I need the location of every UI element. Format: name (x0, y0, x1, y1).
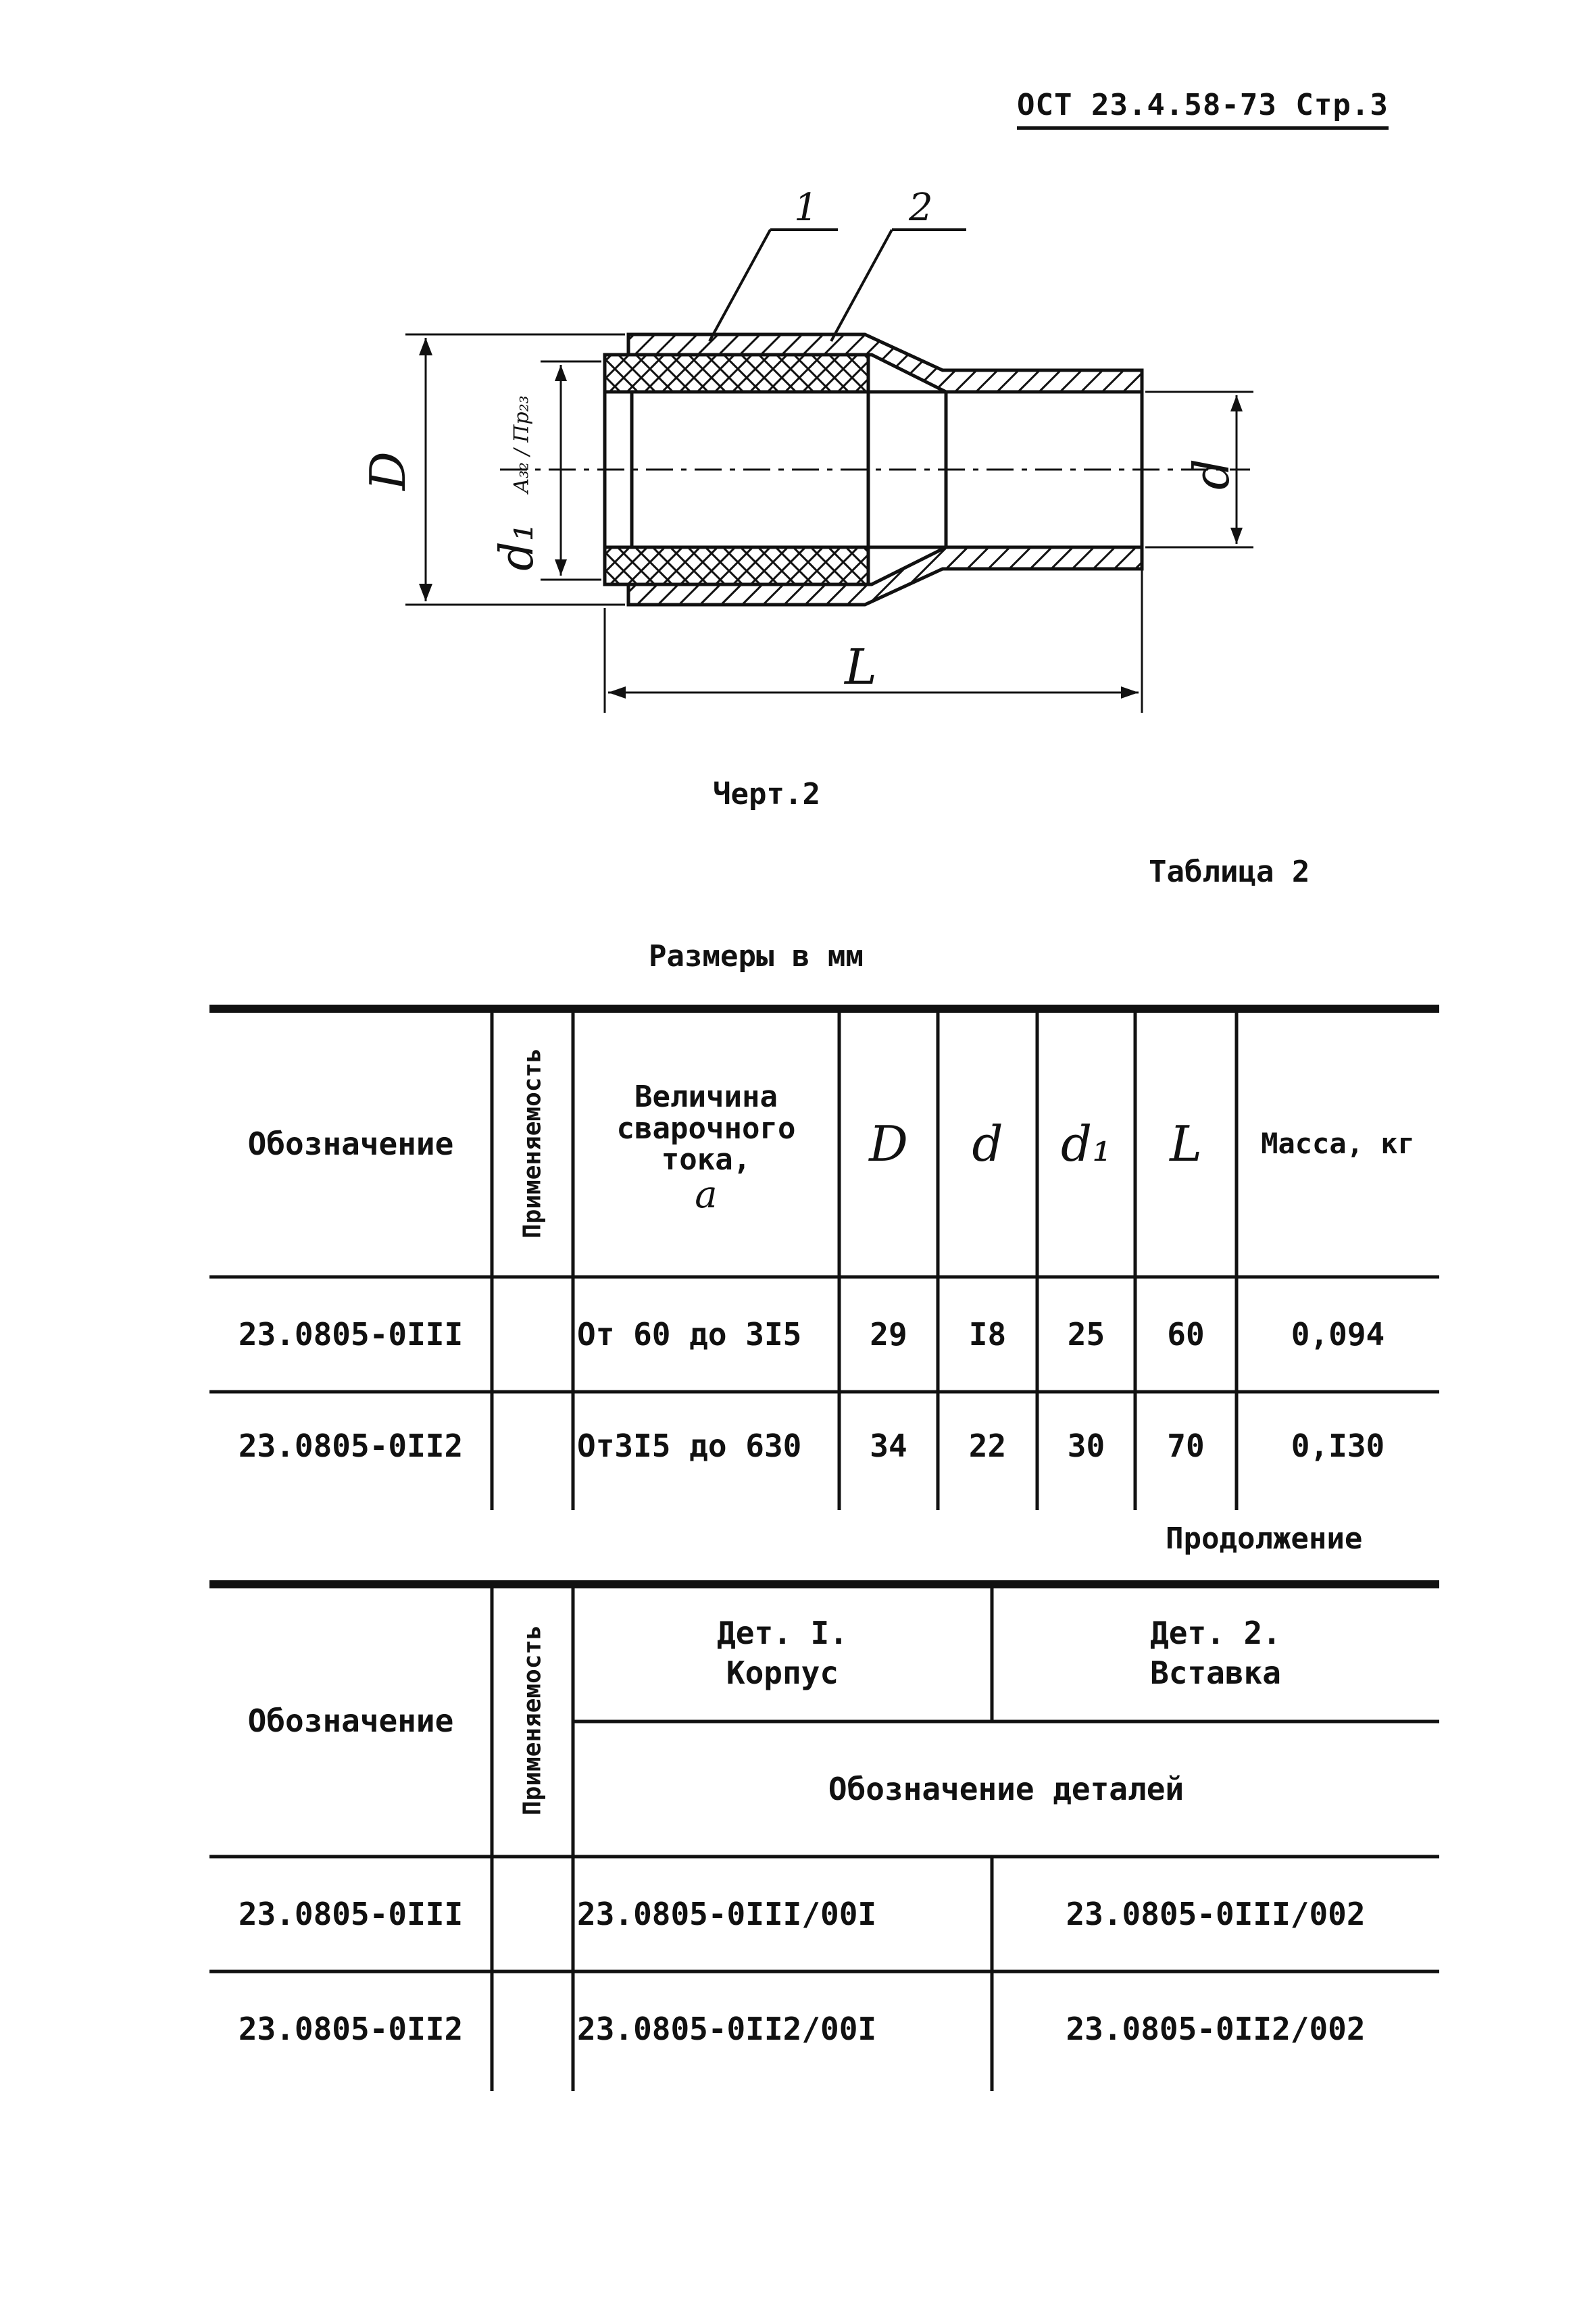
row2-designation: 23.0805-0II2 (238, 1428, 464, 1464)
row1-mass: 0,094 (1291, 1316, 1385, 1353)
table-number: Таблица 2 (1149, 855, 1310, 889)
cont-row2-part2: 23.0805-0II2/002 (1066, 2011, 1366, 2047)
tolerance-label: A₃₂ / Пр₂₃ (509, 395, 534, 493)
row2-mass: 0,I30 (1291, 1428, 1385, 1464)
cont-row1-designation: 23.0805-0III (238, 1896, 464, 1932)
header-D: D (869, 1115, 908, 1172)
cont-row1-part1: 23.0805-0III/00I (577, 1896, 877, 1932)
cont-header-part2 (992, 1588, 1439, 1718)
header-d: d (972, 1115, 1003, 1172)
dimension-d1-label: d₁ (490, 523, 544, 571)
row2-d1: 30 (1067, 1428, 1105, 1464)
cont-row2-designation: 23.0805-0II2 (238, 2011, 464, 2047)
cont-header-applicability: Применяемость (518, 1625, 547, 1816)
dimension-d-label: d (1183, 458, 1241, 491)
row2-current: От3I5 до 630 (577, 1428, 802, 1464)
cont-row1-part2: 23.0805-0III/002 (1066, 1896, 1366, 1932)
header-current-unit: a (695, 1172, 718, 1217)
header-designation: Обозначение (247, 1125, 454, 1162)
header-mass: Масса, кг (1261, 1127, 1415, 1160)
document-reference: ОСТ 23.4.58-73 Стр.3 (1017, 88, 1389, 130)
row2-d: 22 (968, 1428, 1007, 1464)
continuation-title: Продолжение (1166, 1521, 1363, 1556)
header-L: L (1170, 1115, 1202, 1172)
callout-1-label: 1 (794, 186, 818, 230)
part1-line1: Дет. I. (717, 1615, 848, 1652)
part2-line1: Дет. 2. (1150, 1615, 1281, 1652)
row1-designation: 23.0805-0III (238, 1316, 464, 1353)
dimension-D-label: D (359, 451, 416, 491)
dimension-L-label: L (845, 638, 877, 695)
row1-d1: 25 (1067, 1316, 1105, 1353)
header-d1: d₁ (1061, 1115, 1112, 1172)
header-current-line3: тока, (661, 1142, 751, 1177)
header-current-line2: сварочного (616, 1111, 796, 1146)
row1-current: От 60 до 3I5 (577, 1316, 802, 1353)
row1-d: I8 (968, 1316, 1007, 1353)
row1-D: 29 (870, 1316, 907, 1353)
cont-header-parts-designation: Обозначение деталей (828, 1771, 1184, 1807)
row1-L: 60 (1167, 1316, 1205, 1353)
header-current-line1: Величина (634, 1080, 778, 1115)
cont-header-part1 (573, 1588, 992, 1718)
cont-header-designation: Обозначение (247, 1702, 454, 1739)
header-applicability: Применяемость (518, 1048, 547, 1239)
table-units: Размеры в мм (649, 939, 864, 974)
callout-2-label: 2 (909, 186, 933, 230)
cont-row2-part1: 23.0805-0II2/00I (577, 2011, 877, 2047)
row2-D: 34 (870, 1428, 907, 1464)
part1-line2: Корпус (726, 1654, 839, 1691)
row2-L: 70 (1167, 1428, 1205, 1464)
part2-line2: Вставка (1150, 1654, 1281, 1691)
drawing-caption: Черт.2 (713, 777, 820, 811)
